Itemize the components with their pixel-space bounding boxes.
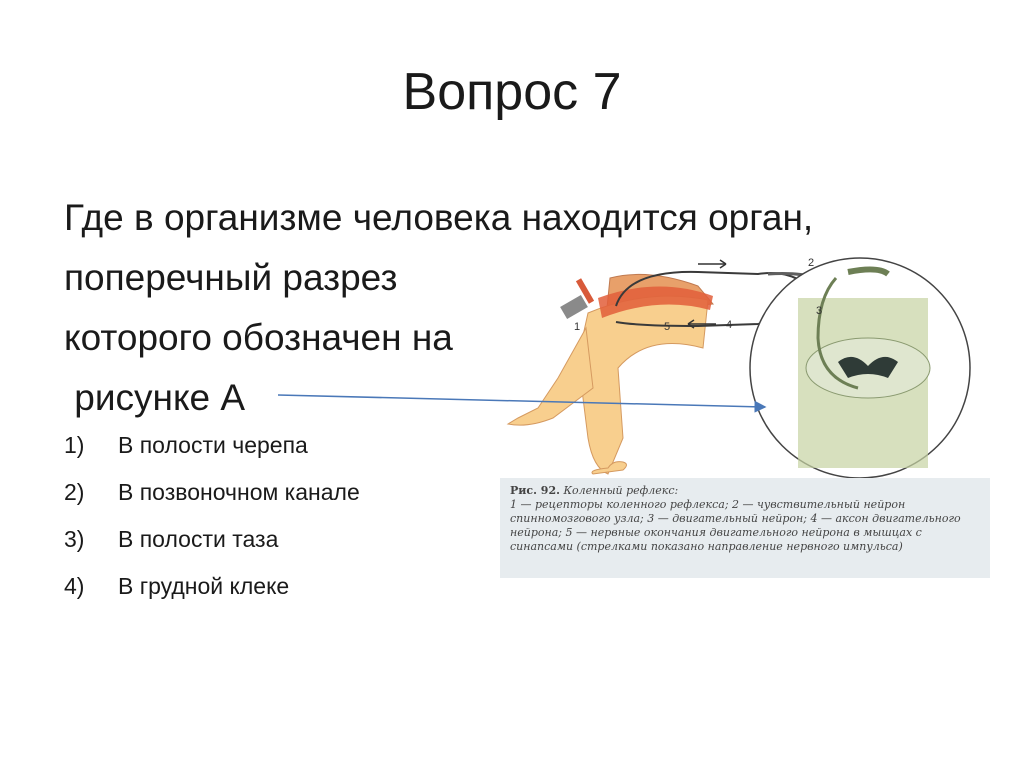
question-line: которого обозначен на xyxy=(64,317,453,358)
caption-body: 1 — рецепторы коленного рефлекса; 2 — чувствительный нейрон спинномозгового узла; 3 — двигательный нейрон; 4 — аксон двигательного нейрона; 5 — нервные окончания двигательного нейрона в мышцах с синапсами (стрелками показано направление нервного импульса) xyxy=(510,498,961,553)
answer-list xyxy=(64,432,360,620)
figure-label-1: 1 xyxy=(574,321,581,333)
figure-label-2: 2 xyxy=(808,257,815,269)
slide-title: Вопрос 7 xyxy=(402,63,622,121)
question-text xyxy=(64,188,964,428)
answer-number: 3) xyxy=(64,526,85,552)
answer-option[interactable] xyxy=(64,526,360,573)
caption-title: Коленный рефлекс: xyxy=(563,484,679,497)
figure-label-3: 3 xyxy=(816,305,823,317)
question-line: рисунке А xyxy=(64,377,246,418)
question-line: поперечный разрез xyxy=(64,257,398,298)
answer-option[interactable] xyxy=(64,479,360,526)
answer-number: 2) xyxy=(64,479,85,505)
question-line: Где в организме человека находится орган, xyxy=(64,197,814,238)
figure-label-4: 4 xyxy=(726,319,733,331)
figure-label-5: 5 xyxy=(664,321,671,333)
figure-caption xyxy=(500,478,990,578)
answer-number: 4) xyxy=(64,573,85,599)
answer-option[interactable] xyxy=(64,573,360,620)
answer-text: В полости таза xyxy=(118,526,279,552)
answer-number: 1) xyxy=(64,432,85,458)
caption-head: Рис. 92. xyxy=(510,484,560,497)
answer-text: В полости черепа xyxy=(118,432,308,458)
answer-text: В позвоночном канале xyxy=(118,479,360,505)
answer-text: В грудной клеке xyxy=(118,573,290,599)
answer-option[interactable] xyxy=(64,432,360,479)
